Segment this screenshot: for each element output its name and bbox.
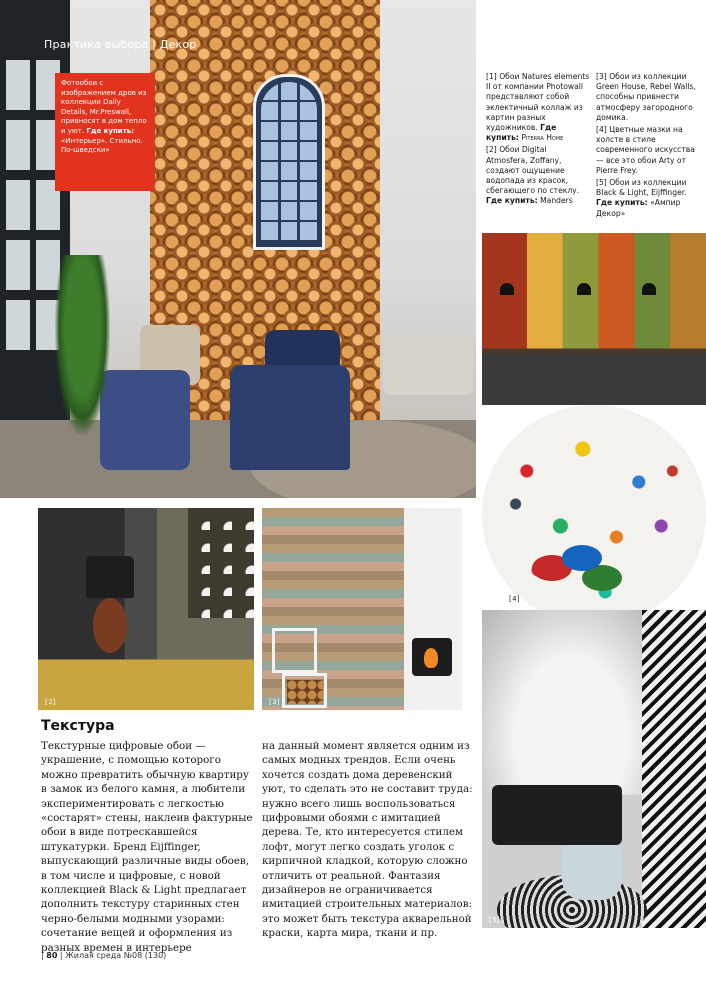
photo-digital-atmosfera-wallpaper — [38, 508, 254, 710]
section-header: Практика выбора | Декор — [44, 38, 197, 51]
armchair-blue-left — [100, 370, 190, 470]
photo-black-and-light-wallpaper — [482, 610, 706, 928]
article-heading: Текстура — [41, 718, 115, 734]
abstract-paint-circle — [482, 405, 706, 625]
product-item: [4] Цветные мазки на холсте в стиле современного искусства — все это обои Arty от Pierre Frey. — [596, 125, 695, 175]
arched-window — [253, 74, 325, 250]
page-number: 80 — [46, 951, 58, 960]
shelf-box — [272, 628, 317, 673]
photo-label-3: [3] — [268, 698, 281, 706]
magazine-issue: Жилая среда №08 (130) — [65, 951, 167, 960]
stool-blue — [562, 545, 602, 571]
product-item: [1] Обои Natures elements II от компании Photowall представляют собой эклектичный коллаж из картин разных художников. Где купить: Piterra Home — [486, 72, 590, 143]
photo-green-house-wallpaper — [262, 508, 462, 710]
hero-caption-where-value: «Интерьер». Стильно. По-шведски» — [61, 136, 143, 155]
white-wall — [404, 508, 462, 710]
page-footer: | 80 | Жилая среда №08 (130) — [41, 951, 167, 960]
article-paragraph: на данный момент является одним из самых модных трендов. Если очень хочется создать дома деревенский уют, то сделать это не составит труда: нужно всего лишь воспользоваться цифровыми обоями с имитацией дерева. Те, кто интересуется стилем лофт, могут легко создать уголок с кирпичной кладкой, которую сложно отличить от реальной. Фантазия дизайнеров не ограничивается имитацией строительных материалов: это может быть текстура акварельной краски, карта мира, ткани и пр. — [262, 740, 473, 940]
article-column-2 — [262, 739, 474, 941]
fireplace-flame — [424, 648, 438, 668]
orchid-wallpaper — [188, 508, 254, 618]
hero-caption-text: Фотообои с изображением дров из коллекции Daily Details, Mr.Preswall, привносят в дом тепло и уют. — [61, 79, 147, 135]
product-item: [3] Обои из коллекции Green House, Rebel Walls, способны привнести атмосферу загородного домика. — [596, 72, 696, 122]
armchair-navy-front — [230, 365, 350, 470]
potted-plant — [55, 255, 110, 435]
photo-arty-wallpaper — [482, 405, 706, 625]
product-list-column-b — [596, 72, 700, 221]
lamp-shade — [86, 556, 134, 598]
product-item: [2] Обои Digital Atmosfera, Zoffany, создают ощущение водопада из красок, сбегающего по стеклу. Где купить: Manders — [486, 145, 580, 206]
hero-caption-where-label: Где купить: — [86, 126, 134, 135]
article-column-1 — [41, 739, 254, 955]
black-sofa — [492, 785, 622, 845]
photo-label-4: [4] — [508, 595, 521, 603]
tribal-pattern-panel — [642, 610, 706, 928]
photo-label-5: [5] — [488, 916, 501, 924]
photo-label-2: [2] — [44, 698, 57, 706]
drum-table — [562, 845, 622, 900]
photo-natures-elements-wallpaper — [482, 233, 706, 419]
product-item: [5] Обои из коллекции Black & Light, Eijffinger. Где купить: «Ампир Декор» — [596, 178, 687, 218]
firewood-logs — [287, 680, 323, 704]
hero-caption-box — [55, 73, 155, 191]
article-paragraph: Текстурные цифровые обои — украшение, с помощью которого можно превратить обычную квартиру в замок из белого камня, а любители экспериментировать с легкостью «состарят» стены, наклеив фактурные обои в виде потрескавшейся штукатурки. Бренд Eijffinger, выпускающий различные виды обоев, в том числе и цифровые, с новой коллекцией Black & Light предлагает дополнить текстуру старинных стен черно-белыми модными узорами: сочетание вещей и оформления из разных времен в интерьере — [41, 740, 253, 954]
product-list-column-a — [486, 72, 590, 209]
lamp-base — [93, 598, 127, 653]
sofa-grey — [383, 335, 473, 395]
